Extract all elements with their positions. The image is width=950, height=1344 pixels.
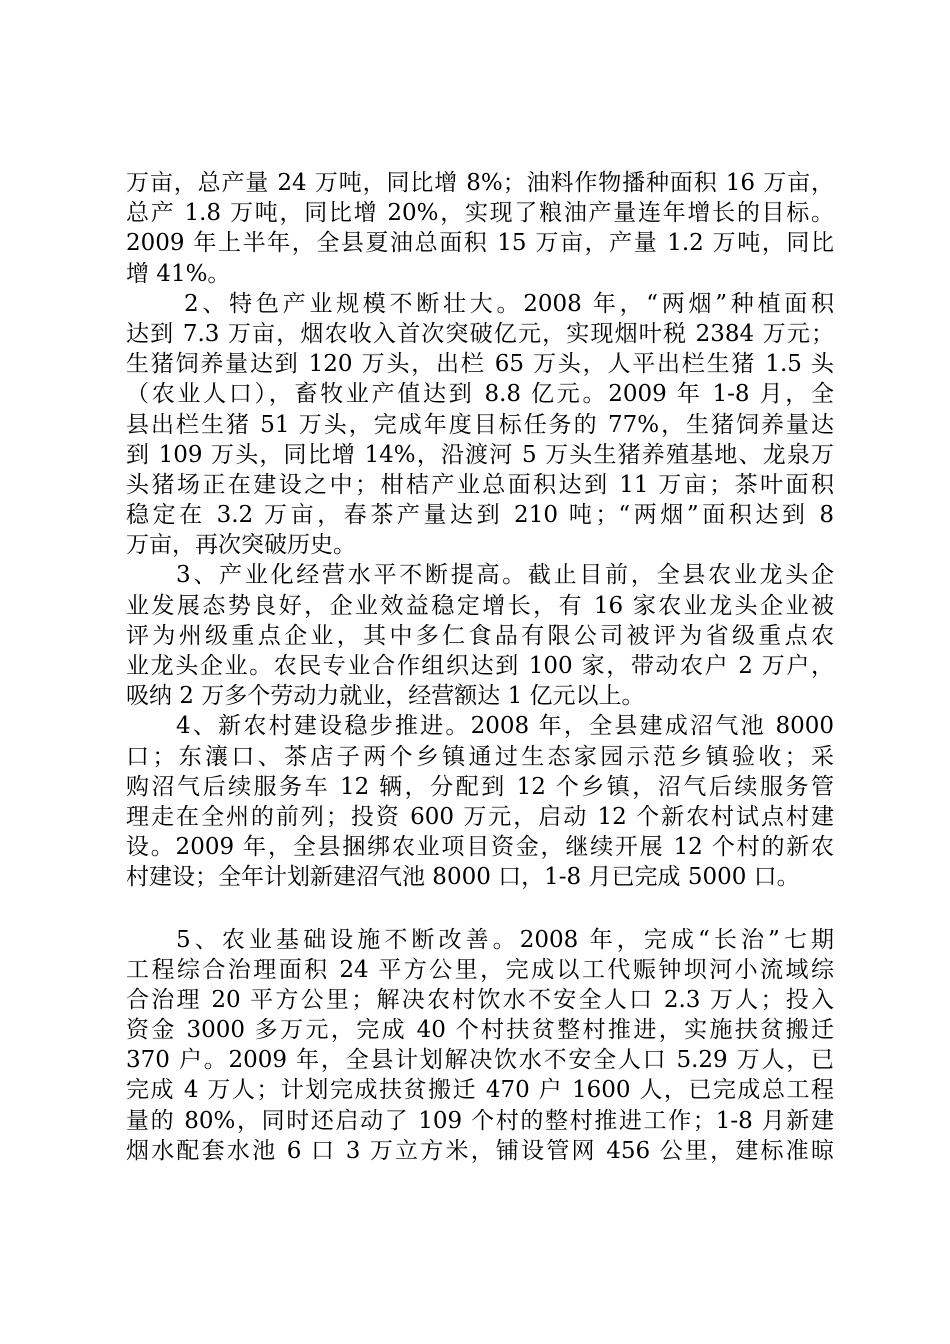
text-line: 设。2009 年，全县捆绑农业项目资金，继续开展 12 个村的新农 — [126, 834, 834, 861]
paragraph-industrialization — [126, 560, 834, 711]
text-line: 5、农业基础设施不断改善。2008 年，完成“长治”七期 — [176, 926, 834, 953]
text-line: 2、特色产业规模不断壮大。2008 年，“两烟”种植面积 — [184, 290, 834, 317]
paragraph-grain-oil — [126, 168, 834, 289]
text-line: 资金 3000 多万元，完成 40 个村扶贫整村推进，实施扶贫搬迁 — [126, 1017, 834, 1044]
text-line: 县出栏生猪 51 万头，完成年度目标任务的 77%，生猪饲养量达 — [126, 411, 834, 438]
text-line: 生猪饲养量达到 120 万头，出栏 65 万头，人平出栏生猪 1.5 头 — [126, 351, 834, 378]
text-line: 2009 年上半年，全县夏油总面积 15 万亩，产量 1.2 万吨，同比 — [126, 230, 834, 257]
text-line: 购沼气后续服务车 12 辆，分配到 12 个乡镇，沼气后续服务管 — [126, 773, 834, 800]
text-line: 完成 4 万人；计划完成扶贫搬迁 470 户 1600 人，已完成总工程 — [126, 1077, 834, 1104]
paragraph-new-countryside — [126, 711, 834, 892]
text-line: 理走在全州的前列；投资 600 万元，启动 12 个新农村试点村建 — [126, 803, 834, 830]
text-line: 业发展态势良好，企业效益稳定增长，有 16 家农业龙头企业被 — [126, 592, 834, 619]
text-line: 增 41%。 — [126, 260, 231, 287]
text-line: 口；东瀼口、茶店子两个乡镇通过生态家园示范乡镇验收；采 — [126, 743, 834, 770]
text-line: （农业人口），畜牧业产值达到 8.8 亿元。2009 年 1-8 月，全 — [126, 381, 834, 408]
text-line: 370 户。2009 年，全县计划解决饮水不安全人口 5.29 万人，已 — [126, 1047, 834, 1074]
text-line: 评为州级重点企业，其中多仁食品有限公司被评为省级重点农 — [126, 622, 834, 649]
text-line: 稳定在 3.2 万亩，春茶产量达到 210 吨；“两烟”面积达到 8 — [126, 502, 834, 529]
text-line: 工程综合治理面积 24 平方公里，完成以工代赈钟坝河小流域综 — [126, 956, 834, 983]
text-line: 吸纳 2 万多个劳动力就业，经营额达 1 亿元以上。 — [126, 683, 645, 710]
text-line: 到 109 万头，同比增 14%，沿渡河 5 万头生猪养殖基地、龙泉万 — [126, 441, 834, 468]
paragraph-gap — [126, 893, 834, 925]
text-line: 万亩，再次突破历史。 — [126, 532, 356, 559]
paragraph-infrastructure — [126, 925, 834, 1167]
text-line: 烟水配套水池 6 口 3 万立方米，铺设管网 456 公里，建标准晾 — [126, 1137, 834, 1164]
text-line: 总产 1.8 万吨，同比增 20%，实现了粮油产量连年增长的目标。 — [126, 200, 834, 227]
text-line: 村建设；全年计划新建沼气池 8000 口，1-8 月已完成 5000 口。 — [126, 864, 800, 891]
text-line: 3、产业化经营水平不断提高。截止目前，全县农业龙头企 — [176, 562, 834, 589]
text-line: 万亩，总产量 24 万吨，同比增 8%；油料作物播种面积 16 万亩， — [126, 170, 834, 196]
text-line: 合治理 20 平方公里；解决农村饮水不安全人口 2.3 万人；投入 — [126, 986, 834, 1013]
text-line: 业龙头企业。农民专业合作组织达到 100 家，带动农户 2 万户， — [126, 653, 834, 679]
text-line: 达到 7.3 万亩，烟农收入首次突破亿元，实现烟叶税 2384 万元； — [126, 320, 834, 347]
document-body — [126, 168, 834, 1166]
text-line: 量的 80%，同时还启动了 109 个村的整村推进工作；1-8 月新建 — [126, 1107, 834, 1134]
paragraph-specialty-industry — [126, 289, 834, 561]
text-line: 4、新农村建设稳步推进。2008 年，全县建成沼气池 8000 — [176, 713, 834, 740]
text-line: 头猪场正在建设之中；柑桔产业总面积达到 11 万亩；茶叶面积 — [126, 471, 834, 498]
